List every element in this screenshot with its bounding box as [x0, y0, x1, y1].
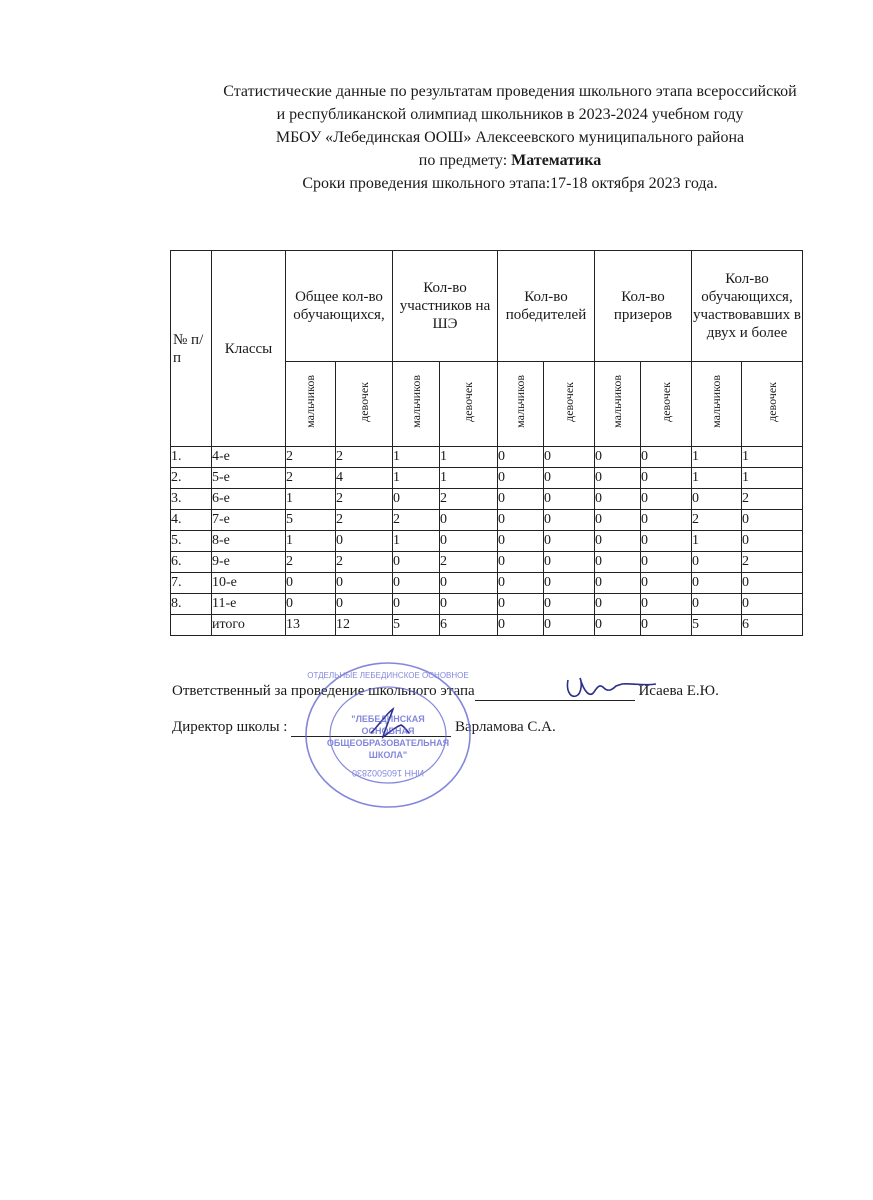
row-value: 2 — [336, 489, 393, 510]
table-row — [171, 510, 803, 531]
row-value: 1 — [742, 468, 803, 489]
row-value: 1 — [286, 489, 336, 510]
table-row — [171, 468, 803, 489]
director-label: Директор школы : — [172, 719, 292, 735]
row-value: 5 — [393, 615, 440, 636]
row-number: 5. — [171, 531, 212, 552]
subheader-label: девочек — [764, 381, 779, 422]
row-value: 0 — [440, 594, 498, 615]
heading-line-1: Статистические данные по результатам проведения школьного этапа всероссийской — [223, 83, 797, 100]
row-value: 13 — [286, 615, 336, 636]
row-value: 2 — [286, 447, 336, 468]
row-value: 0 — [544, 447, 595, 468]
subheader-label: девочек — [356, 381, 371, 422]
row-value: 0 — [544, 468, 595, 489]
row-value: 0 — [742, 510, 803, 531]
header-multiple-participation: Кол-во обучающихся, участвовавших в двух и более — [692, 251, 803, 362]
row-value: 0 — [498, 573, 544, 594]
row-value: 0 — [286, 573, 336, 594]
row-value: 2 — [336, 510, 393, 531]
row-value: 0 — [336, 531, 393, 552]
statistics-table — [170, 250, 803, 636]
document-heading — [190, 80, 830, 195]
row-value: 1 — [393, 531, 440, 552]
row-value: 0 — [440, 510, 498, 531]
row-value: 0 — [641, 510, 692, 531]
header-number: № п/п — [171, 251, 212, 447]
responsible-signature — [560, 668, 660, 708]
stamp-text-center-3: ОБЩЕОБРАЗОВАТЕЛЬНАЯ — [326, 738, 450, 748]
row-number: 3. — [171, 489, 212, 510]
row-value: 0 — [742, 573, 803, 594]
row-value: 0 — [595, 531, 641, 552]
row-value: 0 — [393, 489, 440, 510]
row-number — [171, 615, 212, 636]
row-value: 0 — [498, 552, 544, 573]
row-value: 1 — [440, 447, 498, 468]
row-value: 2 — [336, 447, 393, 468]
subheader-label: мальчиков — [709, 375, 723, 428]
table-row — [171, 531, 803, 552]
subheader-girls-5 — [742, 362, 803, 447]
row-value: 0 — [544, 489, 595, 510]
row-value: 0 — [544, 510, 595, 531]
subheader-girls-1 — [336, 362, 393, 447]
row-value: 0 — [641, 531, 692, 552]
table-row — [171, 489, 803, 510]
subheader-label: мальчиков — [408, 375, 423, 428]
row-value: 2 — [742, 552, 803, 573]
row-value: 0 — [498, 531, 544, 552]
row-value: 2 — [440, 489, 498, 510]
row-value: 0 — [742, 531, 803, 552]
row-value: 0 — [393, 573, 440, 594]
row-value: 0 — [595, 573, 641, 594]
row-class: 11-е — [212, 594, 286, 615]
row-value: 0 — [641, 573, 692, 594]
row-number: 6. — [171, 552, 212, 573]
school-stamp — [303, 660, 473, 810]
row-class: 8-е — [212, 531, 286, 552]
table-row — [171, 447, 803, 468]
row-value: 0 — [595, 447, 641, 468]
row-value: 1 — [393, 468, 440, 489]
row-number: 7. — [171, 573, 212, 594]
table-body — [171, 447, 803, 636]
row-value: 0 — [498, 594, 544, 615]
heading-line-5: Сроки проведения школьного этапа:17-18 октября 2023 года. — [302, 175, 718, 192]
row-value: 0 — [336, 573, 393, 594]
row-value: 0 — [286, 594, 336, 615]
row-value: 1 — [742, 447, 803, 468]
row-value: 0 — [641, 594, 692, 615]
table-row — [171, 552, 803, 573]
row-value: 2 — [286, 552, 336, 573]
row-value: 0 — [544, 531, 595, 552]
subheader-boys-2 — [393, 362, 440, 447]
row-value: 0 — [393, 594, 440, 615]
row-number: 1. — [171, 447, 212, 468]
subheader-girls-2 — [440, 362, 498, 447]
director-name: Варламова С.А. — [454, 719, 556, 735]
row-value: 2 — [336, 552, 393, 573]
row-value: 6 — [440, 615, 498, 636]
row-value: 4 — [336, 468, 393, 489]
row-value: 0 — [692, 552, 742, 573]
subheader-boys-4 — [595, 362, 641, 447]
responsible-name: Исаева Е.Ю. — [638, 683, 719, 699]
table-row — [171, 573, 803, 594]
row-value: 0 — [498, 615, 544, 636]
header-prizewinners: Кол-во призеров — [595, 251, 692, 362]
subheader-boys-3 — [498, 362, 544, 447]
stamp-text-inn: ИНН 1605002830 — [351, 768, 425, 778]
row-value: 0 — [641, 615, 692, 636]
row-value: 0 — [498, 510, 544, 531]
row-value: 0 — [641, 489, 692, 510]
row-value: 6 — [742, 615, 803, 636]
subheader-label: девочек — [461, 381, 475, 422]
row-value: 0 — [498, 489, 544, 510]
row-class: 6-е — [212, 489, 286, 510]
row-value: 2 — [742, 489, 803, 510]
subheader-boys-5 — [692, 362, 742, 447]
row-value: 0 — [641, 447, 692, 468]
heading-line-2: и республиканской олимпиад школьников в 2023-2024 учебном году — [276, 106, 744, 123]
subheader-girls-3 — [544, 362, 595, 447]
row-number: 2. — [171, 468, 212, 489]
header-participants: Кол-во участников на ШЭ — [393, 251, 498, 362]
table-total-row — [171, 615, 803, 636]
stamp-text-center-2: ОСНОВНАЯ — [361, 726, 415, 736]
row-value: 0 — [544, 594, 595, 615]
subject-prefix: по предмету: — [418, 152, 512, 169]
stamp-text-center-4: ШКОЛА" — [368, 750, 408, 760]
table-row — [171, 594, 803, 615]
row-value: 2 — [393, 510, 440, 531]
row-value: 0 — [498, 468, 544, 489]
row-value: 5 — [692, 615, 742, 636]
subject-name: Математика — [511, 152, 602, 169]
subheader-label: мальчиков — [513, 375, 527, 428]
row-class: 7-е — [212, 510, 286, 531]
row-class: итого — [212, 615, 286, 636]
row-value: 0 — [440, 531, 498, 552]
row-value: 0 — [641, 552, 692, 573]
row-value: 0 — [692, 594, 742, 615]
row-value: 1 — [440, 468, 498, 489]
row-value: 0 — [393, 552, 440, 573]
responsible-label: Ответственный за проведение школьного этапа — [172, 683, 475, 699]
row-value: 1 — [393, 447, 440, 468]
row-value: 2 — [440, 552, 498, 573]
stamp-text-top: ОТДЕЛЬНЫЕ ЛЕБЕДИНСКОЕ ОСНОВНОЕ — [307, 671, 469, 680]
row-value: 0 — [440, 573, 498, 594]
row-value: 5 — [286, 510, 336, 531]
row-value: 0 — [742, 594, 803, 615]
subheader-girls-4 — [641, 362, 692, 447]
row-value: 0 — [641, 468, 692, 489]
subheader-label: мальчиков — [610, 375, 624, 428]
subheader-label: мальчиков — [303, 375, 317, 428]
row-value: 0 — [595, 615, 641, 636]
row-value: 0 — [595, 594, 641, 615]
row-value: 1 — [692, 447, 742, 468]
row-value: 0 — [544, 552, 595, 573]
row-number: 8. — [171, 594, 212, 615]
row-value: 0 — [336, 594, 393, 615]
row-value: 2 — [692, 510, 742, 531]
row-value: 2 — [286, 468, 336, 489]
row-value: 1 — [286, 531, 336, 552]
heading-line-3: МБОУ «Лебединская ООШ» Алексеевского муниципального района — [275, 129, 745, 146]
row-value: 0 — [595, 468, 641, 489]
row-number: 4. — [171, 510, 212, 531]
row-class: 4-е — [212, 447, 286, 468]
row-value: 0 — [544, 573, 595, 594]
row-value: 0 — [692, 489, 742, 510]
row-value: 0 — [692, 573, 742, 594]
row-value: 0 — [595, 510, 641, 531]
row-value: 0 — [544, 615, 595, 636]
row-class: 10-е — [212, 573, 286, 594]
subheader-label: девочек — [561, 381, 576, 422]
row-value: 1 — [692, 531, 742, 552]
row-class: 5-е — [212, 468, 286, 489]
header-winners: Кол-во победителей — [498, 251, 595, 362]
subheader-boys-1 — [286, 362, 336, 447]
row-value: 0 — [498, 447, 544, 468]
heading-line-4 — [190, 149, 830, 172]
row-value: 0 — [595, 489, 641, 510]
row-value: 0 — [595, 552, 641, 573]
header-total-students: Общее кол-во обучающихся, — [286, 251, 393, 362]
row-class: 9-е — [212, 552, 286, 573]
row-value: 12 — [336, 615, 393, 636]
header-class: Классы — [212, 251, 286, 447]
row-value: 1 — [692, 468, 742, 489]
stamp-text-center-1: "ЛЕБЕДИНСКАЯ — [351, 714, 425, 724]
subheader-label: девочек — [658, 381, 673, 422]
